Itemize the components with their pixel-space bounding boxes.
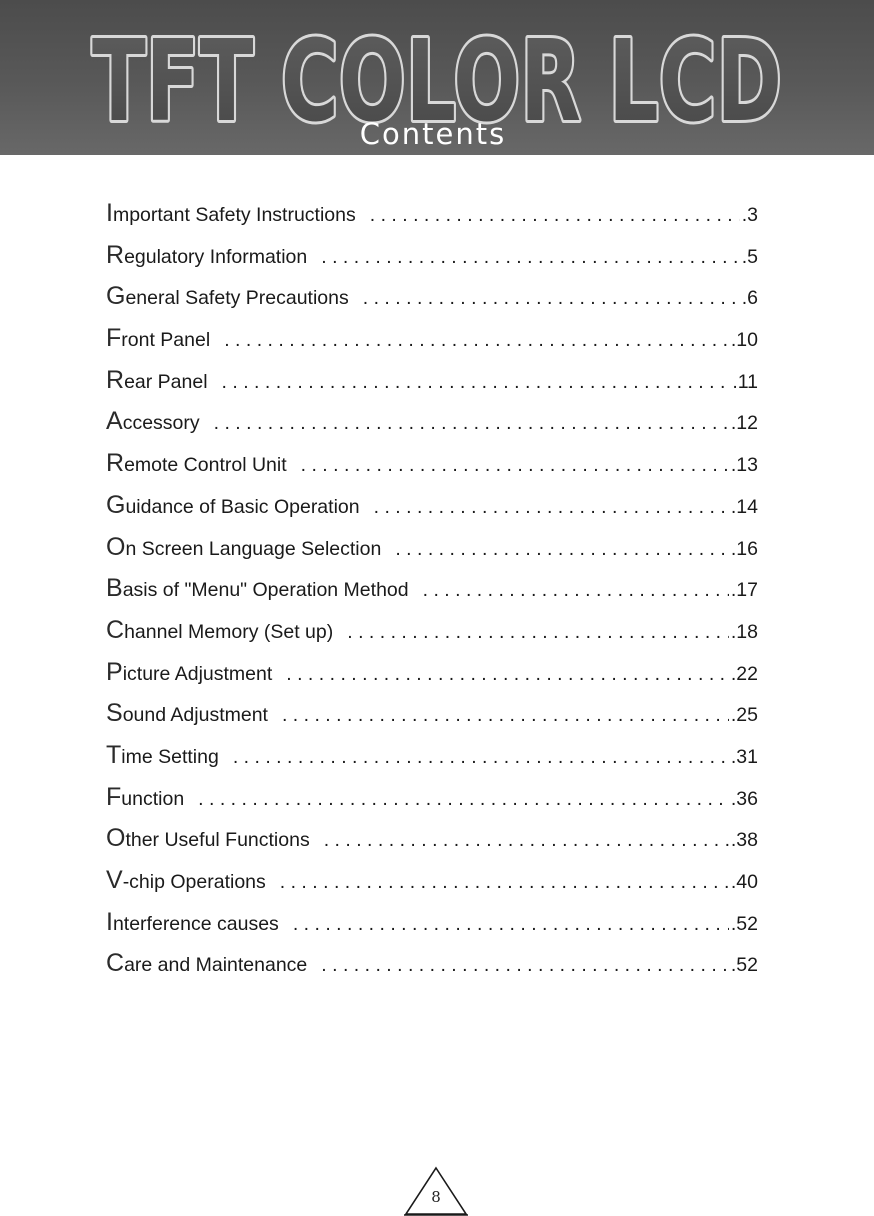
toc-entry-initial: I <box>106 199 113 227</box>
toc-dot-leader <box>423 579 729 602</box>
toc-entry-title: emote Control Unit <box>124 454 287 477</box>
toc-entry <box>106 826 758 868</box>
toc-entry-page: .17 <box>730 579 758 602</box>
toc-entry-initial: A <box>106 407 123 436</box>
toc-dot-leader <box>224 329 729 352</box>
toc-entry <box>106 907 758 952</box>
toc-entry <box>106 740 758 785</box>
toc-entry-page: .18 <box>730 620 758 643</box>
toc-entry <box>106 532 758 577</box>
toc-entry-page: .38 <box>730 829 758 852</box>
toc-entry <box>106 240 758 285</box>
toc-entry-title: ccessory <box>122 412 200 435</box>
toc-entry <box>106 326 758 368</box>
toc-entry-page: .11 <box>732 370 758 393</box>
toc-entry-title: are and Maintenance <box>124 954 308 977</box>
toc-dot-leader <box>233 746 729 769</box>
toc-entry-page: .3 <box>741 204 758 226</box>
toc-entry-initial: G <box>106 282 126 311</box>
table-of-contents <box>106 201 758 993</box>
toc-entry-initial: I <box>106 907 113 936</box>
toc-dot-leader <box>222 371 731 394</box>
toc-dot-leader <box>280 871 729 894</box>
toc-dot-leader <box>363 287 740 310</box>
toc-dot-leader <box>301 454 729 477</box>
toc-entry-page: .40 <box>730 871 758 893</box>
toc-entry-title: ime Setting <box>121 745 219 768</box>
toc-entry-initial: R <box>106 449 125 478</box>
toc-entry-page: .6 <box>741 287 758 310</box>
toc-entry <box>106 451 758 493</box>
toc-entry-title: ront Panel <box>121 329 211 352</box>
toc-dot-leader <box>321 954 729 977</box>
toc-entry-initial: P <box>106 657 123 686</box>
toc-entry-initial: G <box>106 490 126 519</box>
toc-entry-title: ear Panel <box>124 370 208 393</box>
header-banner <box>0 0 874 155</box>
toc-entry-initial: B <box>106 574 123 603</box>
toc-entry <box>106 365 758 410</box>
toc-entry-title: n Screen Language Selection <box>125 537 382 560</box>
toc-entry-page: .10 <box>730 329 758 352</box>
toc-dot-leader <box>282 704 729 727</box>
toc-entry <box>106 701 758 743</box>
toc-entry-title: egulatory Information <box>124 245 308 268</box>
toc-entry-page: .14 <box>730 495 758 518</box>
toc-entry-page: .36 <box>730 787 758 810</box>
toc-entry-initial: R <box>106 240 125 269</box>
toc-entry-page: .16 <box>730 537 758 560</box>
page-number: 8 <box>431 1188 441 1206</box>
toc-dot-leader <box>286 663 729 686</box>
toc-entry <box>106 868 758 910</box>
toc-entry-initial: S <box>106 699 123 728</box>
toc-dot-leader <box>198 788 729 811</box>
toc-entry-initial: T <box>106 740 122 769</box>
toc-entry-page: .52 <box>730 912 758 935</box>
toc-entry-title: nterference causes <box>112 912 279 935</box>
toc-entry-title: eneral Safety Precautions <box>125 287 349 310</box>
toc-dot-leader <box>374 496 729 519</box>
toc-entry <box>106 490 758 535</box>
toc-dot-leader <box>347 621 729 644</box>
toc-entry <box>106 576 758 618</box>
toc-dot-leader <box>214 412 729 435</box>
toc-entry-initial: C <box>106 615 125 644</box>
toc-entry-initial: O <box>106 824 126 853</box>
toc-entry-title: asis of "Menu" Operation Method <box>122 579 409 602</box>
toc-entry-page: .13 <box>730 454 758 477</box>
toc-entry-title: icture Adjustment <box>122 662 273 685</box>
page-title: Contents <box>359 117 507 151</box>
banner-title-text: TFT COLOR LCD <box>92 17 782 130</box>
toc-entry-page: .22 <box>730 662 758 685</box>
toc-entry-initial: R <box>106 365 125 394</box>
toc-entry-initial: F <box>106 324 122 353</box>
toc-entry-initial: V <box>106 866 123 894</box>
banner-title <box>0 0 874 130</box>
toc-entry-title: uidance of Basic Operation <box>125 495 360 518</box>
toc-entry-initial: F <box>106 782 122 811</box>
toc-entry <box>106 951 758 993</box>
toc-entry <box>106 657 758 702</box>
toc-entry <box>106 782 758 827</box>
toc-entry-title: -chip Operations <box>122 871 266 893</box>
toc-dot-leader <box>324 829 729 852</box>
toc-entry <box>106 201 758 243</box>
toc-entry-page: .25 <box>730 704 758 727</box>
toc-dot-leader <box>321 246 739 269</box>
toc-entry-title: ound Adjustment <box>122 704 268 727</box>
toc-entry-title: mportant Safety Instructions <box>112 204 356 226</box>
toc-entry-initial: O <box>106 532 126 561</box>
toc-dot-leader <box>293 913 729 936</box>
toc-entry-title: unction <box>121 787 185 810</box>
toc-entry-title: hannel Memory (Set up) <box>124 620 334 643</box>
toc-dot-leader <box>395 538 729 561</box>
toc-entry-initial: C <box>106 949 125 978</box>
toc-entry-page: .5 <box>741 245 758 268</box>
toc-entry <box>106 409 758 451</box>
toc-entry <box>106 284 758 326</box>
toc-dot-leader <box>370 204 740 227</box>
toc-entry <box>106 615 758 660</box>
toc-entry-page: .31 <box>730 745 758 768</box>
toc-entry-page: .12 <box>730 412 758 435</box>
toc-entry-title: ther Useful Functions <box>125 829 310 852</box>
toc-entry-page: .52 <box>730 954 758 977</box>
